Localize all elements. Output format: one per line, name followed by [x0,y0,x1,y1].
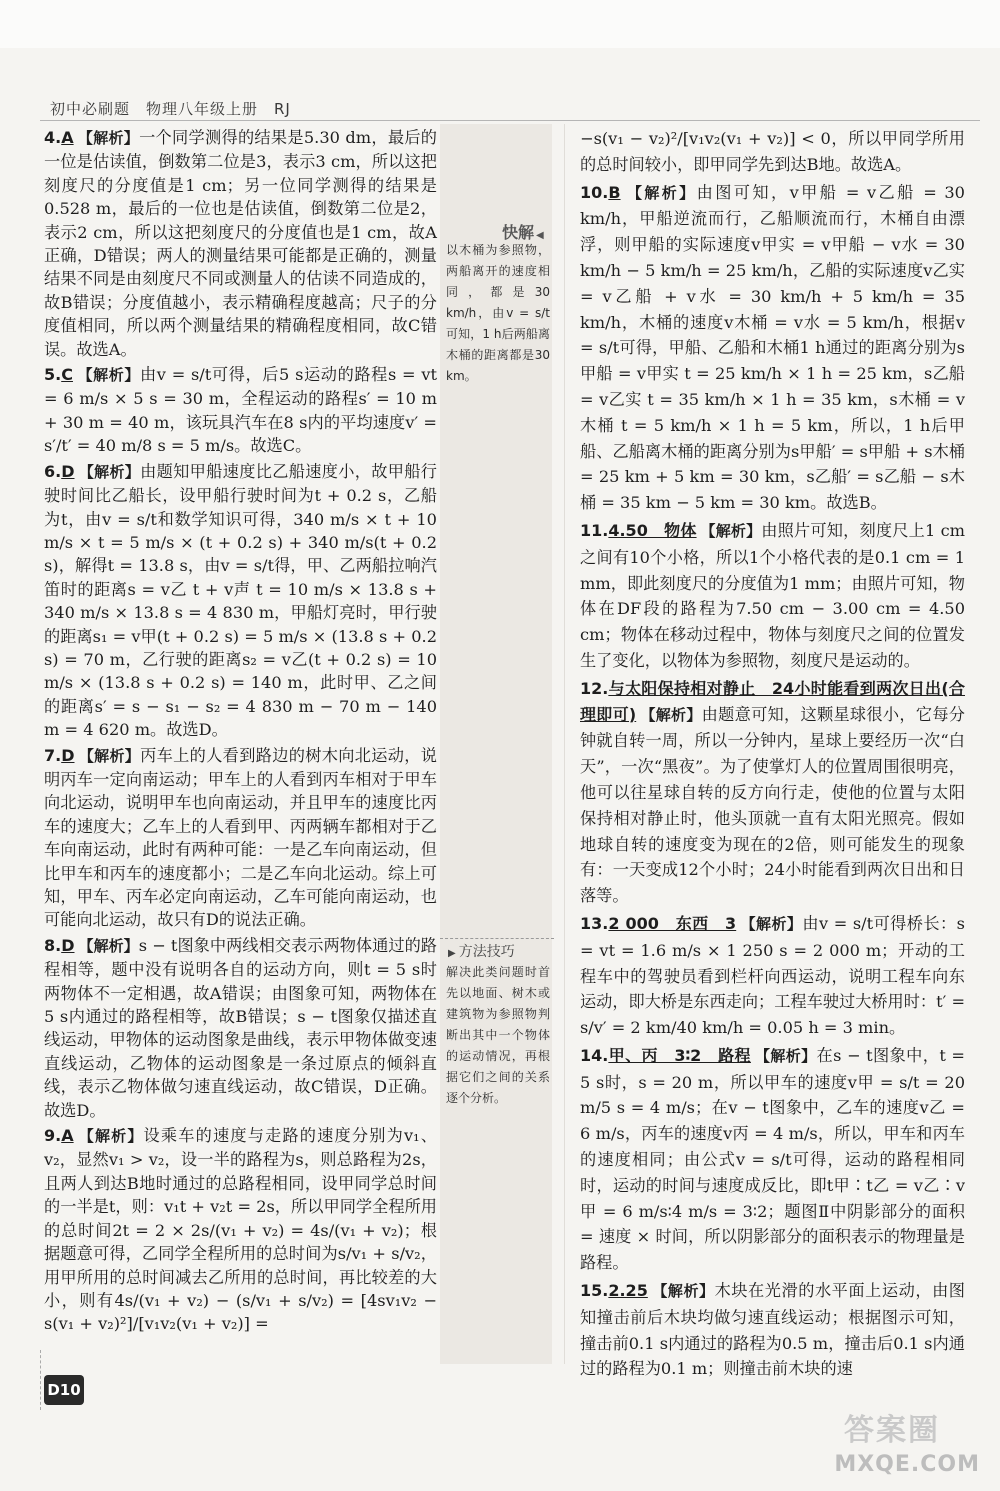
item-number: 8. [44,935,62,955]
watermark-seal: 答案圈 [844,1413,940,1448]
item-number: 9. [44,1126,62,1146]
item-answer: D [61,461,75,481]
item-explanation: 由题知甲船速度比乙船速度小，故甲船行驶时间比乙船长，设甲船行驶时间为t + 0.2 s，乙船为t，由v = s/t和数学知识可得，340 m/s × t + 10 m/s × t = 5 m/s × (t + 0.2 s) + 340 m/s(t + 0.2 s)，解得t = 13.8 s，由v = s/t得，甲、乙两船拉响汽笛时的距离s = v乙 t + v声 t = 10 m/s × 13.8 s + 340 m/s × 13.8 s = 4 830 m，甲船灯亮时，甲行驶的距离s₁ = v甲(t + 0.2 s) = 5 m/s × (13.8 s + 0.2 s) = 70 m，乙行驶的距离s₂ = v乙(t + 0.2 s) = 10 m/s × (13.8 s + 0.2 s) = 140 m，此时甲、乙之间的距离s′ = s − s₁ − s₂ = 4 830 m − 70 m − 140 m = 4 620 m。故选D。 [44,461,437,740]
item-answer: 2 000 东西 3 [608,913,737,933]
item-answer: 4.50 物体 [608,520,697,540]
item-answer: 与太阳保持相对静止 24小时能看到两次日出(合理即可) [580,678,965,724]
answer-item [44,363,437,458]
item-answer: A [61,128,74,147]
item-tag: 【解析】 [76,366,140,385]
fangfa-text: 解决此类问题时首先以地面、树木或建筑物为参照物判断出其中一个物体的运动情况，再根据它们之间的关系逐个分析。 [446,965,550,1105]
item-answer: D [61,745,75,765]
answer-item [580,180,965,516]
right-column [580,126,965,1384]
item-explanation: 由v = s/t可得，后5 s运动的路程s = vt = 6 m/s × 5 s = 30 m，全程运动的路程s′ = 10 m + 30 m = 40 m，该玩具汽车在8 s内的平均速度v′ = s′/t′ = 40 m/8 s = 5 m/s。故选C。 [44,365,437,456]
item-explanation: 由照片可知，刻度尺上1 cm之间有10个小格，所以1个小格代表的是0.1 cm = 1 mm，即此刻度尺的分度值为1 mm；由照片可知，物体在DF段的路程为7.50 cm − 3.00 cm = 4.50 cm；物体在移动过程中，物体与刻度尺之间的位置发生了变化，以物体为参照物，刻度尺是运动的。 [580,520,965,670]
item-answer: C [61,365,73,385]
fangfa-label: ▶ 方法技巧 [440,938,554,961]
page-number: D10 [44,1375,84,1405]
item-number: 13. [580,913,609,933]
item-answer: A [61,1126,74,1146]
item-explanation: 由题意可知，这颗星球很小，它每分钟就自转一周，所以一分钟内，星球上要经历一次“白天”，一次“黑夜”。为了使掌灯人的位置周围很明亮，他可以往星球自转的反方向行走，使他的位置与太阳保持相对静止时，他头顶就一直有太阳光照亮。假如地球自转的速度变为现在的2倍，则可能发生的现象有：一天变成12个小时；24小时能看到两次日出和日落等。 [580,704,965,906]
item-tag: 【解析】 [700,521,762,540]
header-rule [40,120,980,121]
item-explanation: 丙车上的人看到路边的树木向北运动，说明丙车一定向南运动；甲车上的人看到丙车相对于甲车向北运动，说明甲车也向南运动，并且甲车的速度比丙车的速度大；乙车上的人看到甲、丙两辆车都相对于乙车向南运动，此时有两种可能：一是乙车向南运动，但比甲车和丙车的速度都小；二是乙车向北运动。综上可知，甲车、丙车必定向南运动，乙车可能向南运动，也可能向北运动，故只有D的说法正确。 [44,745,437,930]
item-tag: 【解析】 [78,936,139,955]
item-answer: 甲、丙 3∶2 路程 [608,1045,751,1065]
watermark-url: MXQE.COM [834,1452,980,1477]
answer-item [580,911,965,1041]
item-tag: 【解析】 [77,129,140,147]
item-number: 7. [44,745,62,765]
answer-item [580,126,965,178]
item-explanation: s − t图象中两线相交表示两物体通过的路程相等，题中没有说明各自的运动方向，则t = 5 s时两物体不一定相遇，故A错误；由图象可知，两物体在5 s内通过的路程相等，故B错误；s − t图象仅描述直线运动，甲物体的运动图象是曲线，表示甲物体做变速直线运动，乙物体的运动图象是一条过原点的倾斜直线，表示乙物体做匀速直线运动，故C错误，D正确。故选D。 [44,935,437,1120]
margin-dots [40,1350,41,1410]
item-explanation: 木块在光滑的水平面上运动，由图知撞击前后木块均做匀速直线运动；根据图示可知，撞击前0.1 s内通过的路程为0.5 m，撞击后0.1 s内通过的路程为0.1 m；则撞击前木块的速 [580,1281,965,1379]
item-answer: D [61,935,75,955]
column-divider [564,124,565,1364]
item-number: 4. [44,128,62,147]
item-number: 10. [580,182,609,202]
item-number: 11. [580,520,609,540]
answer-item [580,676,965,909]
answer-item [44,460,437,742]
item-tag: 【解析】 [651,1282,715,1301]
item-answer: 2.25 [608,1281,648,1301]
item-explanation: 设乘车的速度与走路的速度分别为v₁、v₂，显然v₁ > v₂，设一半的路程为s，则总路程为2s，且两人到达B地时通过的总路程相同，设甲同学总时间的一半是t，则：v₁t + v₂t = 2s，所以甲同学全程所用的总时间2t = 2 × 2s/(v₁ + v₂) = 4s/(v₁ + v₂)；根据题意可得，乙同学全程所用的总时间为s/v₁ + s/v₂，用甲所用的总时间减去乙所用的总时间，再比较差的大小，则有4s/(v₁ + v₂) − (s/v₁ + s/v₂) = [4sv₁v₂ − s(v₁ + v₂)²]/[v₁v₂(v₁ + v₂)] = [44,1126,437,1334]
top-margin [0,0,1000,48]
item-tag: 【解析】 [77,1127,144,1146]
item-tag: 【解析】 [640,705,702,724]
item-number: 6. [44,461,62,481]
answer-item [44,126,437,361]
item-explanation: 一个同学测得的结果是5.30 dm，最后的一位是估读值，倒数第二位是3，表示3 cm，所以这把刻度尺的分度值是1 cm；另一位同学测得的结果是0.528 m，最后的一位也是估读值，倒数第二位是2，表示2 cm，所以这把刻度尺的分度值也是1 cm，故A正确，D错误；两人的测量结果可能都是正确的，测量结果不同是由刻度尺不同或测量人的估读不同造成的，故B错误；分度值越小，表示精确程度越高；尺子的分度值相同，所以两个测量结果的精确程度相同，故C错误。故选A。 [44,128,437,359]
item-tag: 【解析】 [78,746,141,765]
page-header: 初中必刷题 物理八年级上册 RJ [50,100,291,118]
item-tag: 【解析】 [740,914,803,933]
answer-item [580,1043,965,1276]
answer-item [580,518,965,674]
kuaijie-label: 快解 ◀ [502,220,544,243]
item-number: 14. [580,1045,609,1065]
item-tag: 【解析】 [624,183,697,202]
item-answer: B [608,182,621,202]
item-explanation: 由v = s/t可得桥长：s = vt = 1.6 m/s × 1 250 s = 2 000 m；开动的工程车中的驾驶员看到栏杆向西运动，说明工程车向东运动，即大桥是东西走向；工程车驶过大桥用时：t′ = s/v′ = 2 km/40 km/h = 0.05 h = 3 min。 [580,913,966,1038]
item-explanation: 在s − t图象中，t = 5 s时，s = 20 m，所以甲车的速度v甲 = s/t = 20 m/5 s = 4 m/s；在v − t图象中，乙车的速度v乙 = 6 m/s，丙车的速度v丙 = 4 m/s，所以，甲车和丙车的速度相同；由公式v = s/t可得，运动的路程相同时，运动的时间与速度成反比，即t甲∶t乙 = v乙∶v甲 = 6 m/s∶4 m/s = 3∶2；题图Ⅱ中阴影部分的面积 = 速度 × 时间，所以阴影部分的面积表示的物理量是路程。 [580,1045,965,1273]
answer-item [580,1278,965,1382]
answer-item [44,744,437,932]
kuaijie-text: 以木桶为参照物，两船离开的速度相同，都是30 km/h，由v = s/t可知，1 h后两船离木桶的距离都是30 km。 [446,243,550,383]
answer-item [44,1124,437,1336]
item-number: 5. [44,365,62,385]
answer-item [44,934,437,1122]
item-explanation: −s(v₁ − v₂)²/[v₁v₂(v₁ + v₂)] < 0，所以甲同学所用的总时间较小，即甲同学先到达B地。故选A。 [580,129,965,174]
left-column [44,126,437,1338]
item-number: 15. [580,1281,609,1301]
item-tag: 【解析】 [754,1046,817,1065]
item-tag: 【解析】 [78,462,141,481]
item-number: 12. [580,678,609,698]
item-explanation: 由图可知，v甲船 = v乙船 = 30 km/h，甲船逆流而行，乙船顺流而行，木桶自由漂浮，则甲船的实际速度v甲实 = v甲船 − v水 = 30 km/h − 5 km/h = 25 km/h，乙船的实际速度v乙实 = v乙船 + v水 = 30 km/h + 5 km/h = 35 km/h，木桶的速度v木桶 = v水 = 5 km/h，根据v = s/t可得，甲船、乙船和木桶1 h通过的距离分别为s甲船 = v甲实 t = 25 km/h × 1 h = 25 km，s乙船 = v乙实 t = 35 km/h × 1 h = 35 km，s木桶 = v木桶 t = 5 km/h × 1 h = 5 km，所以，1 h后甲船、乙船离木桶的距离分别为s甲船′ = s甲船 + s木桶 = 25 km + 5 km = 30 km，s乙船′ = s乙船 − s木桶 = 35 km − 5 km = 30 km。故选B。 [580,182,965,513]
